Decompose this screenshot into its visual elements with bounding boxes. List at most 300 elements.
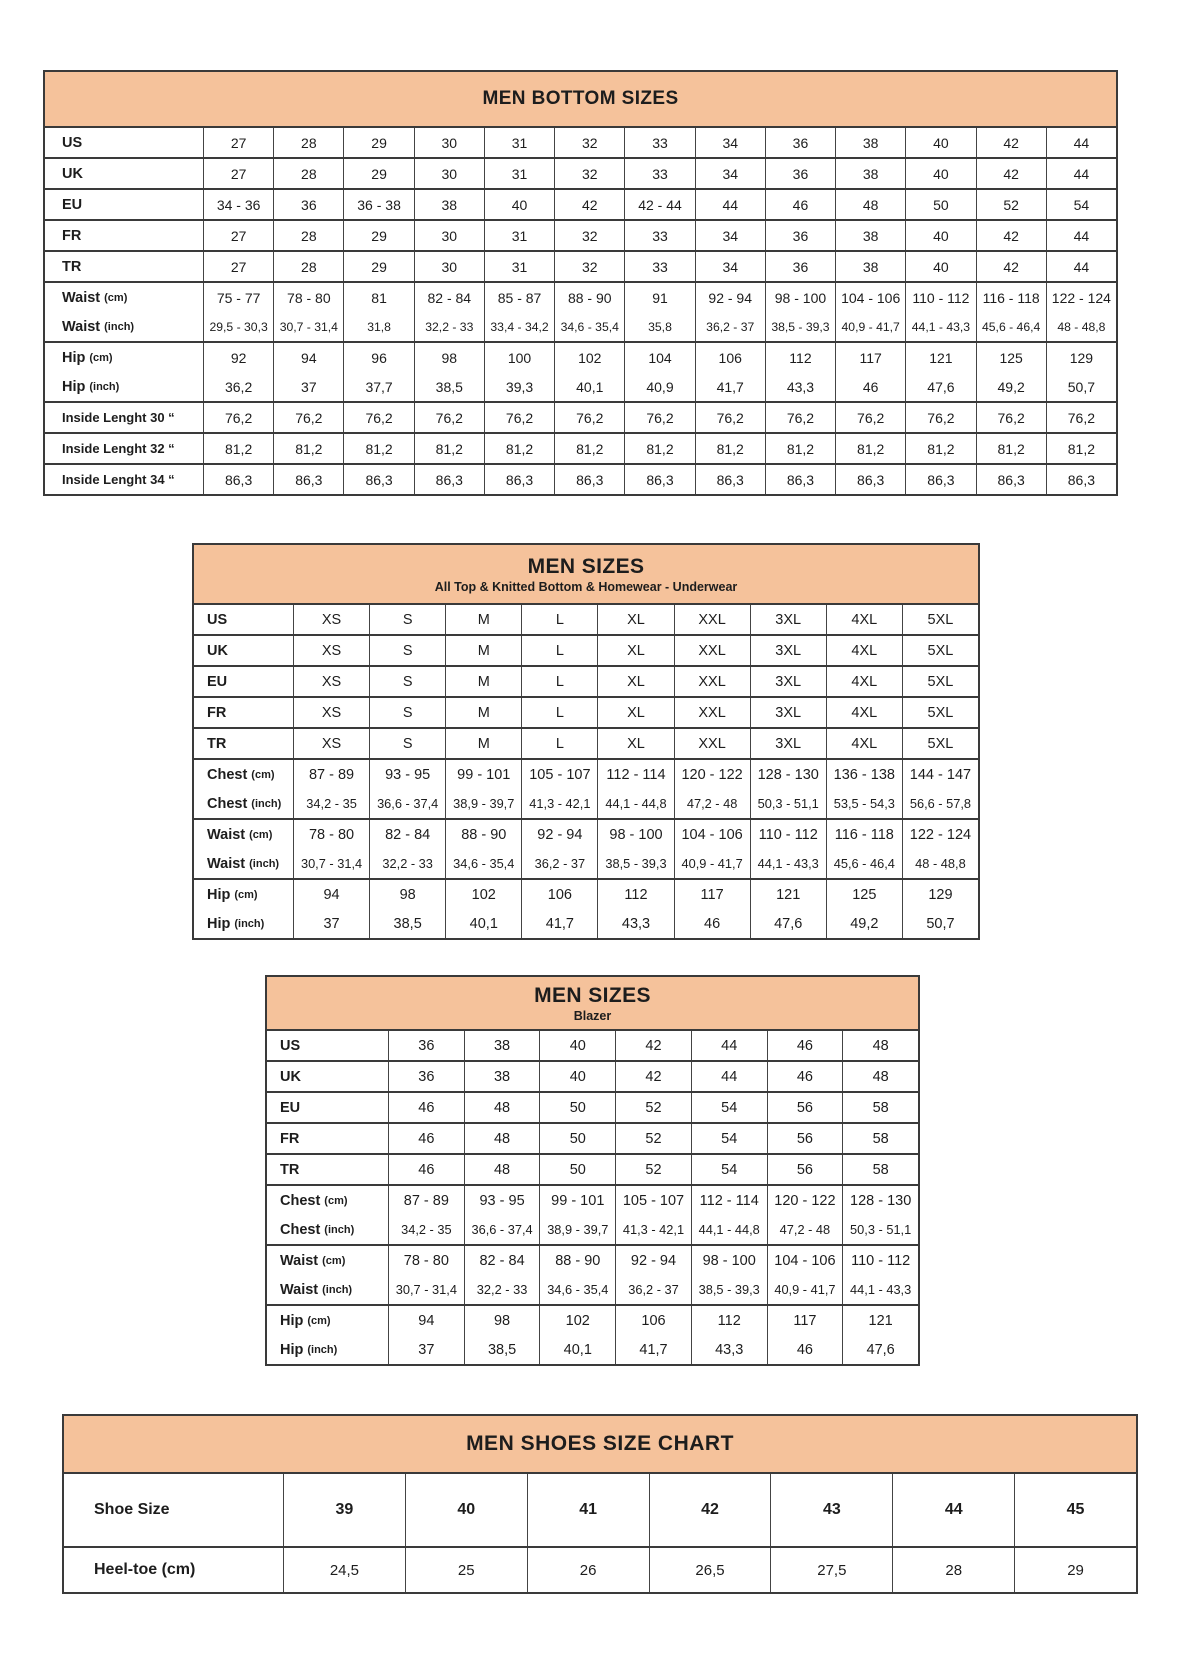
table-row: [45, 128, 1116, 157]
cell-value: 76,2: [765, 403, 835, 432]
cell-value: 81,2: [835, 434, 905, 463]
cell-value: XXL: [674, 605, 750, 634]
table-title: MEN SHOES SIZE CHART: [466, 1432, 734, 1456]
cell-value: 36,2 - 37: [615, 1275, 691, 1304]
cell-value: 106: [521, 880, 597, 909]
table-section: [45, 432, 1116, 463]
cell-value: S: [369, 605, 445, 634]
row-label: Hip (inch): [62, 378, 120, 395]
cell-value: 33: [624, 221, 694, 250]
cell-value: 34,2 - 35: [293, 789, 369, 818]
cell-value: 3XL: [750, 605, 826, 634]
cell-value: 121: [842, 1306, 918, 1335]
table-row: [194, 760, 978, 789]
cell-value: 58: [842, 1124, 918, 1153]
cell-value: 38,9 - 39,7: [539, 1215, 615, 1244]
cell-value: 48: [464, 1155, 540, 1184]
cell-value: 44,1 - 43,3: [842, 1275, 918, 1304]
cell-value: 24,5: [283, 1548, 405, 1592]
cell-value: 102: [554, 343, 624, 372]
cell-value: 4XL: [826, 636, 902, 665]
cell-value: 86,3: [765, 465, 835, 494]
cell-value: 4XL: [826, 698, 902, 727]
table-section: [267, 1091, 918, 1122]
table-row: [45, 252, 1116, 281]
cell-value: 30,7 - 31,4: [273, 312, 343, 341]
table-row: [64, 1474, 1136, 1546]
table-row: [267, 1215, 918, 1244]
cell-value: S: [369, 729, 445, 758]
table-section: [267, 1060, 918, 1091]
cell-value: 39: [283, 1474, 405, 1546]
cell-value: 40,9 - 41,7: [835, 312, 905, 341]
table-row: [267, 1246, 918, 1275]
cell-value: 27: [203, 159, 273, 188]
cell-value: 94: [293, 880, 369, 909]
cell-value: 76,2: [835, 403, 905, 432]
cell-value: 46: [767, 1335, 843, 1364]
cell-value: 43,3: [597, 909, 673, 938]
cell-value: 29: [343, 221, 413, 250]
table-section: [194, 878, 978, 938]
cell-value: 86,3: [343, 465, 413, 494]
cell-value: M: [445, 698, 521, 727]
cell-value: 40: [905, 128, 975, 157]
cell-value: 40: [905, 159, 975, 188]
row-label: Waist (inch): [280, 1281, 353, 1298]
cell-value: 92 - 94: [695, 283, 765, 312]
cell-value: 36: [388, 1031, 464, 1060]
table-row: [45, 221, 1116, 250]
cell-value: 94: [273, 343, 343, 372]
cell-value: XL: [597, 698, 673, 727]
cell-value: 42: [976, 159, 1046, 188]
cell-value: 36: [765, 221, 835, 250]
table-body: [267, 1031, 918, 1364]
cell-value: 38,5 - 39,3: [691, 1275, 767, 1304]
table-row: [45, 283, 1116, 312]
table-row: [45, 372, 1116, 401]
cell-value: 42: [554, 190, 624, 219]
row-label: Heel-toe (cm): [94, 1561, 196, 1578]
cell-value: 98: [369, 880, 445, 909]
cell-value: 100: [484, 343, 554, 372]
cell-value: 102: [539, 1306, 615, 1335]
cell-value: 81,2: [905, 434, 975, 463]
table-title: MEN SIZES: [534, 983, 651, 1007]
cell-value: 47,2 - 48: [674, 789, 750, 818]
cell-value: 44: [691, 1062, 767, 1091]
cell-value: 37,7: [343, 372, 413, 401]
cell-value: 5XL: [902, 698, 978, 727]
table-row: [194, 636, 978, 665]
cell-value: 40,1: [554, 372, 624, 401]
cell-value: 56: [767, 1093, 843, 1122]
row-label: Inside Lenght 34 “: [62, 472, 175, 487]
cell-value: 32: [554, 159, 624, 188]
cell-value: 92: [203, 343, 273, 372]
table-row: [267, 1306, 918, 1335]
cell-value: 48 - 48,8: [902, 849, 978, 878]
cell-value: 28: [273, 128, 343, 157]
cell-value: 50,7: [1046, 372, 1116, 401]
cell-value: 54: [691, 1124, 767, 1153]
cell-value: 47,6: [750, 909, 826, 938]
cell-value: 104 - 106: [674, 820, 750, 849]
table-body: [194, 605, 978, 938]
table-row: [267, 1155, 918, 1184]
cell-value: 34: [695, 252, 765, 281]
row-label: US: [207, 611, 228, 628]
cell-value: 76,2: [484, 403, 554, 432]
cell-value: 44: [691, 1031, 767, 1060]
cell-value: 104 - 106: [767, 1246, 843, 1275]
cell-value: 38: [464, 1031, 540, 1060]
cell-value: 112: [597, 880, 673, 909]
cell-value: 47,6: [905, 372, 975, 401]
cell-value: 50: [539, 1155, 615, 1184]
cell-value: 87 - 89: [293, 760, 369, 789]
cell-value: 44: [1046, 159, 1116, 188]
row-label: Inside Lenght 32 “: [62, 441, 175, 456]
cell-value: 31: [484, 128, 554, 157]
table-header: [45, 72, 1116, 128]
cell-value: 52: [976, 190, 1046, 219]
cell-value: 48: [464, 1093, 540, 1122]
cell-value: 56: [767, 1124, 843, 1153]
cell-value: 33: [624, 128, 694, 157]
cell-value: 32: [554, 221, 624, 250]
row-label: Hip (cm): [62, 349, 113, 366]
cell-value: 99 - 101: [539, 1186, 615, 1215]
row-label: TR: [207, 735, 227, 752]
cell-value: 40,9 - 41,7: [767, 1275, 843, 1304]
cell-value: 116 - 118: [826, 820, 902, 849]
row-label: Waist (cm): [207, 826, 273, 843]
cell-value: 36,6 - 37,4: [464, 1215, 540, 1244]
cell-value: 112: [765, 343, 835, 372]
cell-value: 3XL: [750, 698, 826, 727]
table-section: [45, 281, 1116, 341]
cell-value: 81,2: [203, 434, 273, 463]
cell-value: S: [369, 667, 445, 696]
cell-value: L: [521, 667, 597, 696]
cell-value: 40,1: [445, 909, 521, 938]
cell-value: 30,7 - 31,4: [388, 1275, 464, 1304]
table-row: [267, 1062, 918, 1091]
cell-value: 105 - 107: [521, 760, 597, 789]
cell-value: 34 - 36: [203, 190, 273, 219]
row-label: Hip (cm): [280, 1312, 331, 1329]
cell-value: 42: [649, 1474, 771, 1546]
cell-value: XXL: [674, 698, 750, 727]
cell-value: M: [445, 729, 521, 758]
cell-value: 27: [203, 128, 273, 157]
cell-value: 40: [405, 1474, 527, 1546]
cell-value: 3XL: [750, 636, 826, 665]
cell-value: S: [369, 636, 445, 665]
cell-value: 33: [624, 252, 694, 281]
cell-value: 91: [624, 283, 694, 312]
cell-value: 40,9: [624, 372, 694, 401]
row-label: UK: [62, 165, 83, 182]
cell-value: 42 - 44: [624, 190, 694, 219]
cell-value: 125: [826, 880, 902, 909]
cell-value: 42: [976, 221, 1046, 250]
cell-value: 88 - 90: [445, 820, 521, 849]
cell-value: 86,3: [624, 465, 694, 494]
cell-value: 86,3: [905, 465, 975, 494]
cell-value: 34: [695, 159, 765, 188]
cell-value: XXL: [674, 636, 750, 665]
cell-value: 42: [615, 1031, 691, 1060]
row-label: UK: [207, 642, 228, 659]
cell-value: 31: [484, 159, 554, 188]
cell-value: 36: [765, 128, 835, 157]
row-label: Shoe Size: [94, 1501, 170, 1518]
cell-value: 81,2: [624, 434, 694, 463]
cell-value: 26,5: [649, 1548, 771, 1592]
cell-value: 28: [273, 159, 343, 188]
cell-value: 82 - 84: [464, 1246, 540, 1275]
table-section: [45, 128, 1116, 157]
cell-value: 29: [343, 128, 413, 157]
cell-value: 76,2: [554, 403, 624, 432]
cell-value: 102: [445, 880, 521, 909]
cell-value: 29,5 - 30,3: [203, 312, 273, 341]
cell-value: 46: [835, 372, 905, 401]
cell-value: 28: [892, 1548, 1014, 1592]
cell-value: 50: [539, 1093, 615, 1122]
cell-value: 41,3 - 42,1: [521, 789, 597, 818]
cell-value: 47,6: [842, 1335, 918, 1364]
cell-value: 81,2: [273, 434, 343, 463]
cell-value: 31: [484, 221, 554, 250]
table-section: [267, 1184, 918, 1244]
table-men-bottom-sizes: [43, 70, 1118, 496]
cell-value: 54: [691, 1155, 767, 1184]
cell-value: 5XL: [902, 667, 978, 696]
cell-value: 85 - 87: [484, 283, 554, 312]
cell-value: 78 - 80: [293, 820, 369, 849]
table-section: [267, 1031, 918, 1060]
table-row: [267, 1186, 918, 1215]
cell-value: 41: [527, 1474, 649, 1546]
cell-value: 78 - 80: [388, 1246, 464, 1275]
table-row: [194, 667, 978, 696]
cell-value: 58: [842, 1155, 918, 1184]
cell-value: 106: [695, 343, 765, 372]
cell-value: 36,2 - 37: [695, 312, 765, 341]
cell-value: 86,3: [976, 465, 1046, 494]
cell-value: 36: [765, 159, 835, 188]
cell-value: 44,1 - 44,8: [597, 789, 673, 818]
cell-value: XS: [293, 729, 369, 758]
cell-value: 53,5 - 54,3: [826, 789, 902, 818]
cell-value: 42: [615, 1062, 691, 1091]
cell-value: 39,3: [484, 372, 554, 401]
row-label: FR: [280, 1130, 300, 1147]
cell-value: XXL: [674, 667, 750, 696]
cell-value: 87 - 89: [388, 1186, 464, 1215]
cell-value: 27: [203, 221, 273, 250]
cell-value: 30: [414, 252, 484, 281]
cell-value: 99 - 101: [445, 760, 521, 789]
cell-value: 81,2: [414, 434, 484, 463]
cell-value: L: [521, 605, 597, 634]
row-label: TR: [280, 1161, 300, 1178]
cell-value: 48: [842, 1031, 918, 1060]
cell-value: 29: [343, 252, 413, 281]
table-row: [267, 1031, 918, 1060]
cell-value: 44: [1046, 252, 1116, 281]
cell-value: 35,8: [624, 312, 694, 341]
cell-value: 37: [388, 1335, 464, 1364]
cell-value: 5XL: [902, 729, 978, 758]
cell-value: 31,8: [343, 312, 413, 341]
cell-value: 27,5: [770, 1548, 892, 1592]
cell-value: XL: [597, 667, 673, 696]
cell-value: 117: [674, 880, 750, 909]
row-label: Chest (cm): [280, 1192, 348, 1209]
table-section: [267, 1122, 918, 1153]
cell-value: 98 - 100: [597, 820, 673, 849]
cell-value: 81,2: [343, 434, 413, 463]
cell-value: 4XL: [826, 605, 902, 634]
cell-value: XL: [597, 636, 673, 665]
table-row: [194, 880, 978, 909]
row-label: Chest (inch): [280, 1221, 355, 1238]
table-section: [194, 665, 978, 696]
cell-value: 128 - 130: [842, 1186, 918, 1215]
row-label: US: [62, 134, 83, 151]
cell-value: 38,5: [464, 1335, 540, 1364]
cell-value: 33,4 - 34,2: [484, 312, 554, 341]
cell-value: 26: [527, 1548, 649, 1592]
table-men-sizes-blazer: [265, 975, 920, 1366]
table-header: [64, 1416, 1136, 1474]
cell-value: L: [521, 729, 597, 758]
cell-value: 88 - 90: [539, 1246, 615, 1275]
table-header: [194, 545, 978, 605]
table-section: [194, 696, 978, 727]
cell-value: 81: [343, 283, 413, 312]
cell-value: 76,2: [624, 403, 694, 432]
cell-value: 34,6 - 35,4: [539, 1275, 615, 1304]
cell-value: 88 - 90: [554, 283, 624, 312]
cell-value: 81,2: [695, 434, 765, 463]
cell-value: M: [445, 636, 521, 665]
cell-value: 86,3: [203, 465, 273, 494]
cell-value: 40: [539, 1031, 615, 1060]
table-row: [45, 159, 1116, 188]
cell-value: 122 - 124: [902, 820, 978, 849]
cell-value: 28: [273, 252, 343, 281]
table-subtitle: Blazer: [573, 1008, 612, 1023]
cell-value: 34,2 - 35: [388, 1215, 464, 1244]
cell-value: 38: [464, 1062, 540, 1091]
cell-value: 86,3: [695, 465, 765, 494]
cell-value: 98 - 100: [691, 1246, 767, 1275]
cell-value: M: [445, 605, 521, 634]
cell-value: 54: [691, 1093, 767, 1122]
row-label: TR: [62, 258, 82, 275]
cell-value: XS: [293, 667, 369, 696]
cell-value: 38: [835, 252, 905, 281]
cell-value: L: [521, 636, 597, 665]
cell-value: 86,3: [835, 465, 905, 494]
row-label: Waist (cm): [280, 1252, 346, 1269]
table-title: MEN SIZES: [527, 554, 645, 578]
table-section: [267, 1304, 918, 1364]
cell-value: 44: [1046, 128, 1116, 157]
table-body: [45, 128, 1116, 494]
table-body: [64, 1474, 1136, 1592]
row-label: UK: [280, 1068, 301, 1085]
cell-value: 125: [976, 343, 1046, 372]
cell-value: 41,3 - 42,1: [615, 1215, 691, 1244]
table-section: [45, 341, 1116, 401]
cell-value: 38: [835, 221, 905, 250]
cell-value: 44: [695, 190, 765, 219]
table-subtitle: All Top & Knitted Bottom & Homewear - Underwear: [434, 579, 738, 594]
row-label: Hip (inch): [280, 1341, 338, 1358]
table-section: [45, 188, 1116, 219]
cell-value: 48: [835, 190, 905, 219]
table-row: [64, 1548, 1136, 1592]
cell-value: 45: [1014, 1474, 1136, 1546]
cell-value: 106: [615, 1306, 691, 1335]
cell-value: 92 - 94: [615, 1246, 691, 1275]
cell-value: 40: [484, 190, 554, 219]
cell-value: 86,3: [484, 465, 554, 494]
cell-value: 112: [691, 1306, 767, 1335]
cell-value: 110 - 112: [905, 283, 975, 312]
cell-value: 41,7: [695, 372, 765, 401]
cell-value: 49,2: [976, 372, 1046, 401]
cell-value: 36: [273, 190, 343, 219]
cell-value: 76,2: [976, 403, 1046, 432]
cell-value: 81,2: [484, 434, 554, 463]
cell-value: 46: [767, 1031, 843, 1060]
table-section: [194, 605, 978, 634]
cell-value: 44: [892, 1474, 1014, 1546]
cell-value: 28: [273, 221, 343, 250]
cell-value: 52: [615, 1093, 691, 1122]
cell-value: XS: [293, 636, 369, 665]
cell-value: 94: [388, 1306, 464, 1335]
cell-value: 54: [1046, 190, 1116, 219]
cell-value: 47,2 - 48: [767, 1215, 843, 1244]
cell-value: 78 - 80: [273, 283, 343, 312]
cell-value: 34: [695, 221, 765, 250]
cell-value: XS: [293, 605, 369, 634]
cell-value: 36,2 - 37: [521, 849, 597, 878]
cell-value: 120 - 122: [674, 760, 750, 789]
cell-value: 76,2: [343, 403, 413, 432]
table-section: [267, 1244, 918, 1304]
cell-value: L: [521, 698, 597, 727]
cell-value: 110 - 112: [842, 1246, 918, 1275]
table-men-sizes-tops: [192, 543, 980, 940]
cell-value: 136 - 138: [826, 760, 902, 789]
row-label: Chest (cm): [207, 766, 275, 783]
cell-value: 50,3 - 51,1: [842, 1215, 918, 1244]
cell-value: 38: [414, 190, 484, 219]
table-row: [45, 343, 1116, 372]
cell-value: 76,2: [203, 403, 273, 432]
cell-value: XXL: [674, 729, 750, 758]
